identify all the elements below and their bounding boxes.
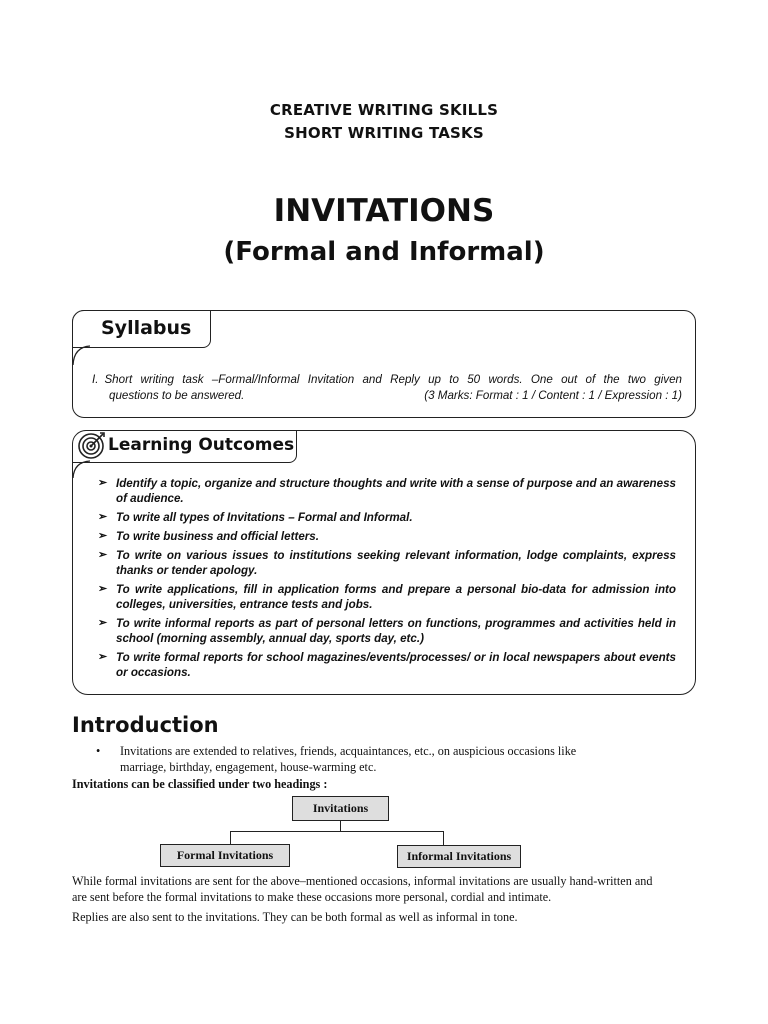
learning-outcomes-heading: Learning Outcomes xyxy=(108,435,295,455)
syllabus-heading: Syllabus xyxy=(101,317,192,339)
list-item: ➢ To write applications, fill in application forms and prepare a personal bio-data for admission into colleges, universities, entrance tests and jobs. xyxy=(98,583,676,611)
list-item: ➢ To write formal reports for school magazines/events/processes/ or in local newspapers about events or occasions. xyxy=(98,651,676,679)
diagram-connector xyxy=(230,831,231,845)
list-item: ➢ Identify a topic, organize and structure thoughts and write with a sense of purpose and an awareness of audience. xyxy=(98,477,676,505)
header-line-2: SHORT WRITING TASKS xyxy=(284,124,484,142)
diagram-root-node: Invitations xyxy=(292,796,389,821)
syllabus-tab xyxy=(72,310,211,348)
intro-bullet-dot: • xyxy=(96,744,101,758)
list-item: ➢ To write business and official letters. xyxy=(98,530,319,543)
bullet-arrow-icon: ➢ xyxy=(98,549,108,561)
syllabus-item-line-1: Short writing task –Formal/Informal Invitation and Reply up to 50 words. One out of the two given xyxy=(104,373,682,386)
diagram-connector xyxy=(443,831,444,845)
diagram-left-node: Formal Invitations xyxy=(160,844,290,867)
paragraph-1-line-2: are sent before the formal invitations to make these occasions more personal, cordial and intimate. xyxy=(72,890,552,904)
bullet-arrow-icon: ➢ xyxy=(98,530,108,542)
syllabus-item-number: I. xyxy=(92,373,99,386)
header-line-1: CREATIVE WRITING SKILLS xyxy=(269,101,499,119)
introduction-heading: Introduction xyxy=(72,713,219,737)
target-icon xyxy=(76,431,106,461)
bullet-arrow-icon: ➢ xyxy=(98,477,108,489)
learning-outcomes-tab xyxy=(72,430,297,463)
learning-outcomes-list xyxy=(72,476,676,684)
intro-bullet-line-2: marriage, birthday, engagement, house-warming etc. xyxy=(120,760,377,774)
syllabus-item xyxy=(92,372,682,404)
classification-line: Invitations can be classified under two headings : xyxy=(72,777,328,791)
syllabus-item-line-2: questions to be answered. xyxy=(109,389,245,402)
diagram-right-node: Informal Invitations xyxy=(397,845,521,868)
syllabus-marks: (3 Marks: Format : 1 / Content : 1 / Expression : 1) xyxy=(424,389,682,402)
bullet-arrow-icon: ➢ xyxy=(98,651,108,663)
bullet-arrow-icon: ➢ xyxy=(98,583,108,595)
page-subtitle: (Formal and Informal) xyxy=(223,237,545,267)
diagram-connector xyxy=(230,831,444,832)
paragraph-1-line-1: While formal invitations are sent for the above–mentioned occasions, informal invitations are usually hand-written and xyxy=(72,874,653,888)
page-title: INVITATIONS xyxy=(273,193,495,229)
paragraph-1 xyxy=(72,873,698,905)
intro-bullet xyxy=(120,743,680,775)
list-item: ➢ To write all types of Invitations – Formal and Informal. xyxy=(98,511,413,524)
syllabus-tab-curve xyxy=(72,345,92,367)
intro-bullet-line-1: Invitations are extended to relatives, friends, acquaintances, etc., on auspicious occasions like xyxy=(120,744,577,758)
bullet-arrow-icon: ➢ xyxy=(98,511,108,523)
list-item: ➢ To write informal reports as part of personal letters on functions, programmes and activities held in school (morning assembly, annual day, sports day, etc.) xyxy=(98,617,676,645)
bullet-arrow-icon: ➢ xyxy=(98,617,108,629)
paragraph-2: Replies are also sent to the invitations. They can be both formal as well as informal in tone. xyxy=(72,910,518,924)
list-item: ➢ To write on various issues to institutions seeking relevant information, lodge complaints, express thanks or tender apology. xyxy=(98,549,676,577)
